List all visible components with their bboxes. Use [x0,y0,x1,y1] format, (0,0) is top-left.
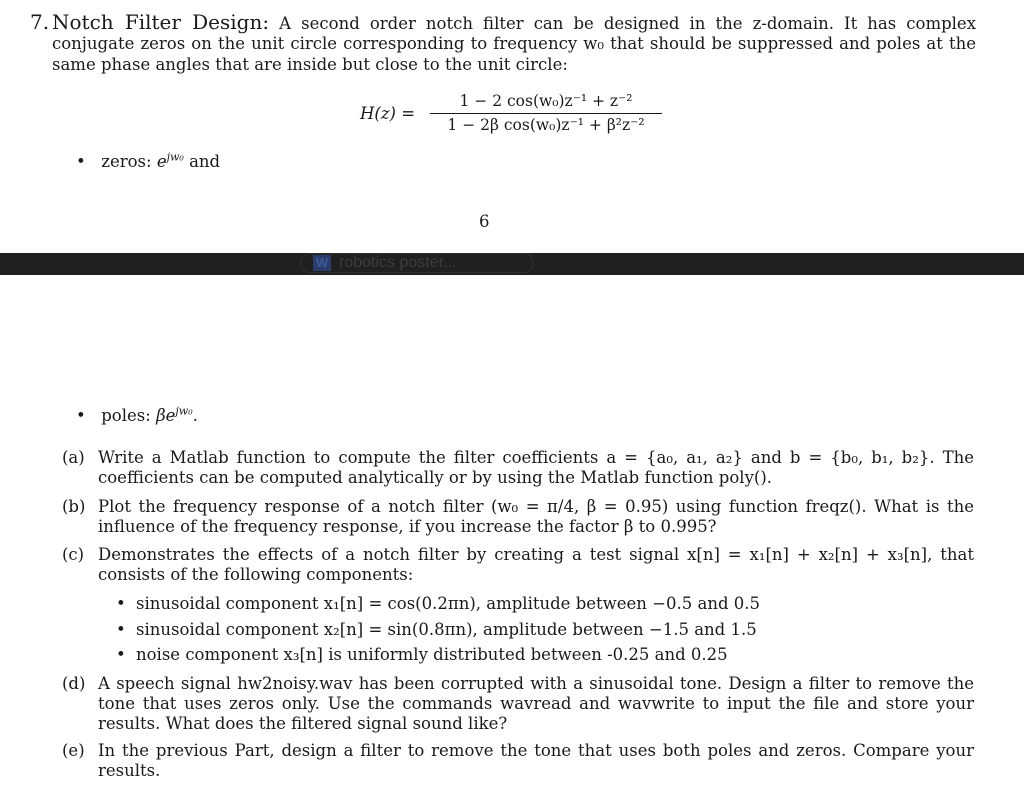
poles-bullet [76,406,198,426]
component-item [116,594,976,614]
zeros-bullet [76,152,220,172]
bullet-dot: • [116,645,126,664]
part-label: (c) [62,545,85,564]
problem-intro [30,10,976,75]
zeros-label: zeros: [101,152,152,171]
component-text: noise component x₃[n] is uniformly distributed between -0.25 and 0.25 [136,645,728,664]
component-item [116,620,976,640]
problem-title: Notch Filter Design: [52,10,270,34]
component-item [116,645,976,665]
formula-fraction [430,92,662,135]
part-text: Demonstrates the effects of a notch filter by creating a test signal x[n] = x₁[n] + x₂[n] + x₃[n], that consists of the following components: [98,545,974,585]
part-text: Plot the frequency response of a notch filter (w₀ = π/4, β = 0.95) using function freqz(). What is the influence of the frequency response, if you increase the factor β to 0.995? [98,497,974,537]
bullet-dot: • [76,152,86,171]
part-d [62,674,974,734]
part-label: (a) [62,448,85,467]
intro-paragraph [52,10,976,75]
formula-lhs: H(z) = [360,104,416,123]
page-number: 6 [479,212,490,231]
part-e [62,741,974,781]
zeros-suffix: and [189,152,221,171]
zeros-math: e [156,152,167,171]
part-label: (d) [62,674,86,693]
part-label: (b) [62,497,86,516]
component-text: sinusoidal component x₂[n] = sin(0.8πn), amplitude between −1.5 and 1.5 [136,620,757,639]
bullet-dot: • [116,620,126,639]
bullet-dot: • [76,406,86,425]
document-overlay-chip[interactable] [300,253,534,273]
part-label: (e) [62,741,85,760]
poles-exponent: jw₀ [175,404,193,418]
formula-denominator: 1 − 2β cos(w₀)z⁻¹ + β²z⁻² [447,115,645,134]
part-text: In the previous Part, design a filter to remove the tone that uses both poles and zeros. Compare your results. [98,741,974,781]
fraction-bar [430,113,662,114]
formula-numerator: 1 − 2 cos(w₀)z⁻¹ + z⁻² [459,92,633,110]
poles-suffix: . [192,406,198,425]
poles-math: βe [156,406,176,425]
poles-label: poles: [101,406,151,425]
problem-number: 7. [30,10,50,34]
part-c [62,545,974,585]
intro-text: A second order notch filter can be designed in the z-domain. It has complex conjugate zeros on the unit circle corresponding to frequency w₀ that should be suppressed and poles at the same phase angles that are inside but close to the unit circle: [52,14,977,74]
transfer-function-formula [360,92,670,142]
zeros-exponent: jw₀ [166,150,184,164]
part-text: A speech signal hw2noisy.wav has been corrupted with a sinusoidal tone. Design a filter to remove the tone that uses zeros only. Use the commands wavread and wavwrite to input the file and store your results. What does the filtered signal sound like? [98,674,974,734]
part-text: Write a Matlab function to compute the filter coefficients a = {a₀, a₁, a₂} and b = {b₀, b₁, b₂}. The coefficients can be computed analytically or by using the Matlab function poly(). [98,448,974,488]
component-text: sinusoidal component x₁[n] = cos(0.2πn), amplitude between −0.5 and 0.5 [136,594,760,613]
overlay-chip-label: robotics poster... [339,254,457,272]
part-b [62,497,974,537]
part-a [62,448,974,488]
word-doc-icon: W [313,255,331,271]
bullet-dot: • [116,594,126,613]
